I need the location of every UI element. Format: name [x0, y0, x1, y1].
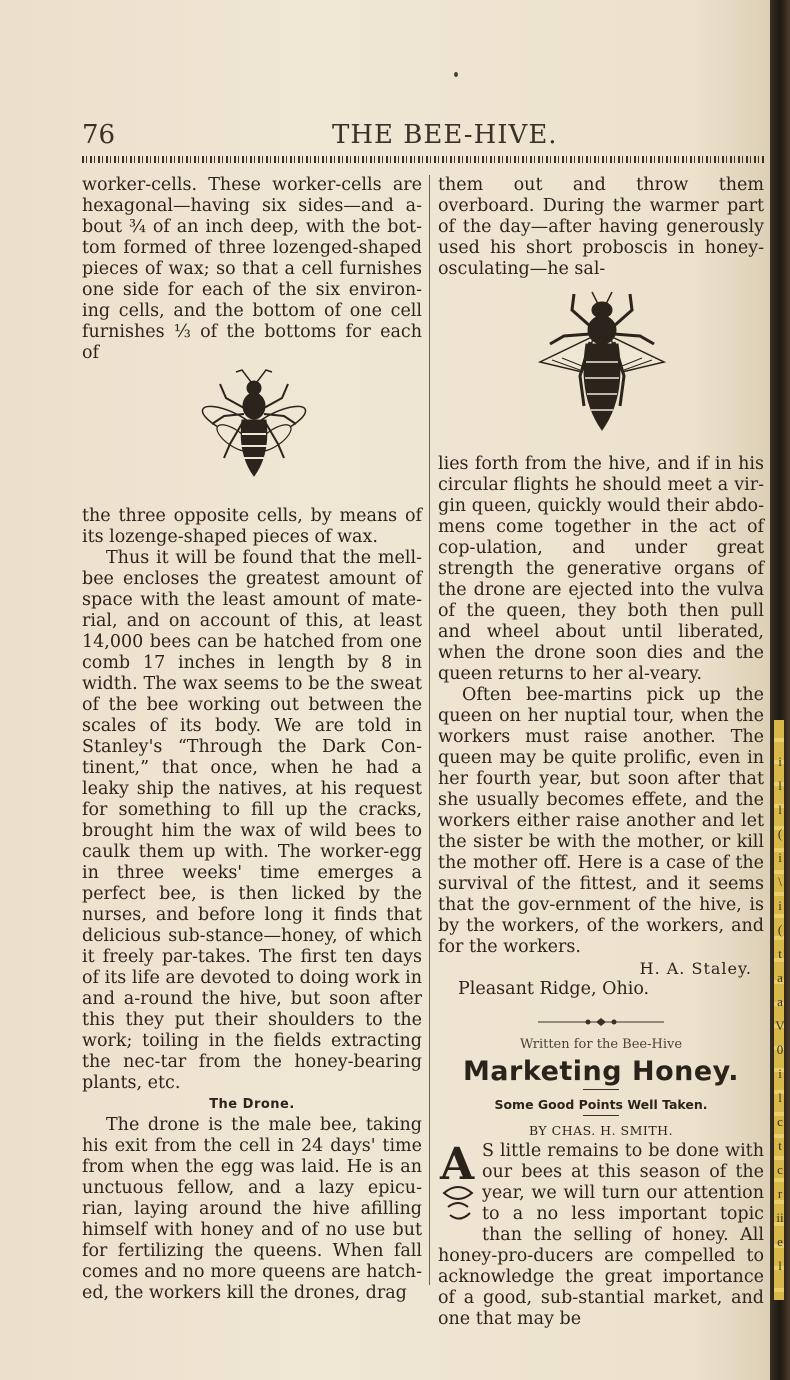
section-subheading: The Drone. [209, 1097, 295, 1112]
edge-letter: l [778, 1258, 782, 1273]
drop-cap-letter: A [440, 1139, 475, 1190]
deck-rule [583, 1115, 619, 1116]
page-header [82, 120, 764, 156]
edge-letter: ( [777, 922, 783, 937]
article-byline: BY CHAS. H. SMITH. [528, 1123, 674, 1138]
edge-letter: a [777, 970, 783, 985]
edge-letter: a [777, 994, 783, 1009]
worker-bee-illustration [82, 366, 422, 502]
paragraph: the three opposite cells, by means of its lozenge-shaped pieces of wax. [82, 506, 422, 547]
edge-letter: V [775, 1018, 785, 1033]
running-title: THE BEE-HIVE. [332, 120, 558, 150]
paragraph: worker-cells. These worker-cells are hexagonal—having six sides—and a-bout ¾ of an inch deep, with the bot-tom formed of three lozenged-shaped pieces of wax; so that a cell furnishes one side for each of the six environ-ing cells, and the bottom of one cell furnishes ⅓ of the bottoms for each of [82, 175, 422, 363]
edge-letter: i [778, 1066, 782, 1081]
paragraph: Often bee-martins pick up the queen on her nuptial tour, when the workers must raise another. The queen may be quite prolific, even in her fourth year, but soon after that she usually becomes effete, and the workers either raise another and let the sister be with the mother, or kill the mother off. Here is a case of the survival of the fittest, and it seems that the gov-ernment of the hive, is by the workers, of the workers, and for the workers. [438, 685, 764, 957]
article-deck: Some Good Points Well Taken. [494, 1097, 708, 1112]
edge-letter: i [778, 754, 782, 769]
edge-letter: ii [776, 1210, 784, 1225]
edge-letter: t [778, 1138, 782, 1153]
page-number: 76 [82, 120, 116, 150]
paragraph: The drone is the male bee, taking his exit from the cell in 24 days' time from when the egg was laid. He is an unctuous fellow, and a lazy epicu-rian, laying around the hive afilling himself with honey and of no use but for fertilizing the queens. When fall comes and no more queens are hatch-ed, the workers kill the drones, drag [82, 1115, 422, 1303]
edge-letter: \ [778, 874, 782, 889]
article-opening [438, 1141, 764, 1330]
edge-letter: l [778, 778, 782, 793]
facing-page-edge [772, 750, 788, 1278]
ornamental-rule [438, 1014, 764, 1028]
headline-rule [583, 1089, 619, 1090]
ornament-icon [438, 1015, 764, 1029]
author-signature: H. A. Staley. [639, 959, 752, 978]
edge-letter: r [777, 1186, 783, 1201]
paragraph: lies forth from the hive, and if in his circular flights he should meet a vir-gin queen, quickly would their abdo-mens come together in the act of cop-ulation, and under great strength the generative organs of the drone are ejected into the vulva of the queen, they both then pull and wheel about until liberated, when the drone soon dies and the queen returns to her al-veary. [438, 454, 764, 684]
edge-letter: i [778, 898, 782, 913]
drone-bee-illustration [438, 282, 764, 450]
edge-letter: l [778, 1090, 782, 1105]
written-for-note: Written for the Bee-Hive [519, 1037, 683, 1052]
article-headline: Marketing Honey. [462, 1056, 740, 1087]
edge-letter: e [777, 1234, 783, 1249]
floral-ornament-icon [438, 1139, 478, 1227]
worker-bee-icon [82, 366, 422, 502]
edge-letter: t [778, 946, 782, 961]
ink-speck [454, 72, 458, 77]
edge-letter: 0 [776, 1042, 784, 1057]
edge-letter: ( [777, 826, 783, 841]
header-rule [82, 156, 764, 163]
left-column [82, 175, 422, 1304]
edge-letter: c [777, 1162, 783, 1177]
drone-bee-icon [438, 282, 764, 450]
paragraph: S little remains to be done with our bees at this season of the year, we will turn our attention to a no less important topic than the selling of honey. All honey-pro-ducers are compelled to acknowledge the great importance of a good, sub-stantial market, and one that may be [438, 1141, 764, 1329]
column-divider [429, 175, 430, 1285]
edge-letter: c [777, 1114, 783, 1129]
right-column [438, 175, 764, 1330]
paragraph: them out and throw them overboard. During the warmer part of the day—after having generously used his short proboscis in honey-osculating—he sal- [438, 175, 764, 279]
edge-letter: l [778, 802, 782, 817]
paragraph: Thus it will be found that the mell-bee encloses the greatest amount of space with the least amount of mate-rial, and on account of this, at least 14,000 bees can be hatched from one comb 17 inches in length by 8 in width. The wax seems to be the sweat of the bee working out between the scales of its body. We are told in Stanley's “Through the Dark Con-tinent,” that once, when he had a leaky ship the natives, at his request for something to fill up the cracks, brought him the wax of wild bees to caulk them up with. The worker-egg in three weeks' time emerges a perfect bee, is then licked by the nurses, and before long it finds that delicious sub-stance—honey, of which it freely par-takes. The first ten days of its life are devoted to doing work in and a-round the hive, but soon after this they put their shoulders to the work; toiling in the fields extracting the nec-tar from the honey-bearing plants, etc. [82, 548, 422, 1093]
drop-cap [438, 1139, 478, 1227]
author-location: Pleasant Ridge, Ohio. [458, 979, 650, 999]
edge-letter: i [778, 850, 782, 865]
